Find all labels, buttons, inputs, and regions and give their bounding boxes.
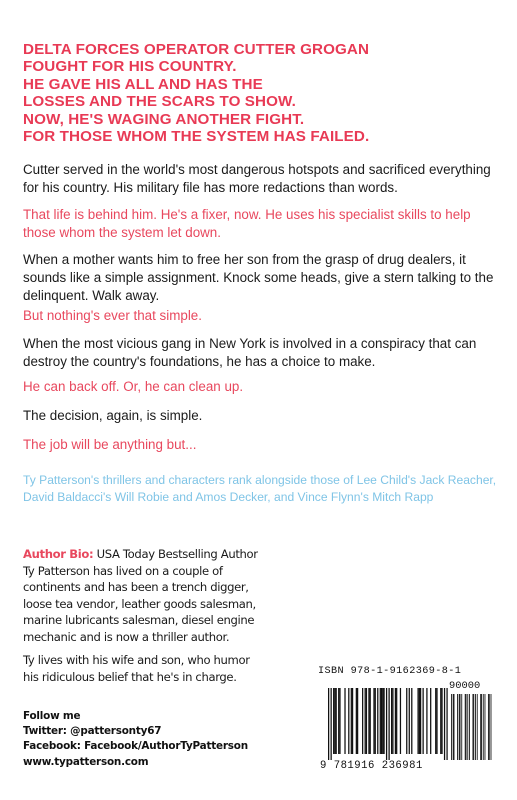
barcode-bar xyxy=(388,688,389,760)
addon-bar xyxy=(491,694,492,760)
barcode-bar xyxy=(426,688,427,754)
addon-bar xyxy=(460,694,461,760)
addon-bar xyxy=(473,694,474,760)
barcode-bar xyxy=(348,688,349,754)
isbn-text: ISBN 978-1-9162369-8-1 xyxy=(318,666,462,677)
author-bio-line: mechanic and is now a thriller author. xyxy=(23,629,230,644)
paragraph-not-simple: But nothing's ever that simple. xyxy=(23,308,202,323)
barcode-bar xyxy=(331,688,332,760)
author-bio xyxy=(23,546,315,645)
barcode-bar xyxy=(400,688,401,754)
addon-bar xyxy=(483,694,484,760)
barcode-bar xyxy=(440,688,441,754)
author-bio-line: marine lubricants salesman, diesel engine xyxy=(23,613,255,627)
author-bio-line: loose tea vendor, leather goods salesman, xyxy=(23,596,256,611)
headline-line: FOR THOSE WHOM THE SYSTEM HAS FAILED. xyxy=(23,128,370,146)
barcode-bar xyxy=(386,688,387,760)
addon-bar xyxy=(453,694,454,760)
barcode-bar xyxy=(423,688,424,754)
paragraph-back-off: He can back off. Or, he can clean up. xyxy=(23,379,244,394)
addon-bar xyxy=(461,694,462,760)
barcode-bar xyxy=(370,688,371,754)
barcode-bar xyxy=(334,688,335,754)
barcode-bar xyxy=(339,688,340,754)
barcode-bar xyxy=(392,688,393,754)
barcode-bar xyxy=(444,688,445,760)
barcode-bar xyxy=(366,688,367,754)
author-family-line: his ridiculous belief that he's in charge. xyxy=(23,669,237,684)
barcode-bar xyxy=(336,688,337,754)
author-comparison-blurb: Ty Patterson's thrillers and characters rank alongside those of Lee Child's Jack Reacher, David Baldacci's Will Robie and Amos Decker, and Vince Flynn's Mitch Rapp xyxy=(23,473,497,504)
twitter-handle: Twitter: @pattersonty67 xyxy=(23,725,162,738)
barcode-bar xyxy=(380,688,381,754)
barcode-bar xyxy=(368,688,369,754)
paragraph-mother: When a mother wants him to free her son from the grasp of drug dealers, it sounds like a simple assignment. Knock some heads, give a stern talking to the delinquent. Walk away. xyxy=(23,252,494,303)
barcode-bar xyxy=(351,688,352,754)
addon-bar xyxy=(477,694,478,760)
barcode-bar xyxy=(365,688,366,754)
addon-bar xyxy=(469,694,470,760)
addon-bar xyxy=(457,694,458,760)
barcode-bar xyxy=(420,688,421,754)
contact-info xyxy=(23,709,313,770)
addon-bar xyxy=(481,694,482,760)
headline-line: NOW, HE'S WAGING ANOTHER FIGHT. xyxy=(23,110,305,128)
barcode-bar xyxy=(357,688,358,754)
addon-bar xyxy=(467,694,468,760)
addon-bar xyxy=(480,694,481,760)
barcode-bar xyxy=(362,688,363,754)
barcode-bar xyxy=(328,688,329,760)
paragraph-fixer: That life is behind him. He's a fixer, now. He uses his specialist skills to help those whom the system let down. xyxy=(23,207,471,240)
barcode-bar xyxy=(446,688,447,760)
author-bio-line: continents and has been a trench digger, xyxy=(23,580,249,594)
paragraph-decision: The decision, again, is simple. xyxy=(23,408,203,423)
addon-bar xyxy=(488,694,489,760)
barcode-bar xyxy=(391,688,392,754)
barcode-bar xyxy=(430,688,431,754)
author-family-line: Ty lives with his wife and son, who humor xyxy=(23,653,250,667)
paragraph-military: Cutter served in the world's most dangerous hotspots and sacrificed everything for his country. His military file has more redactions than words. xyxy=(23,162,491,195)
author-bio-line: Ty Patterson has lived on a couple of xyxy=(23,563,223,578)
barcode-bar xyxy=(375,688,376,754)
barcode-bar xyxy=(409,688,410,754)
addon-bar xyxy=(454,694,455,760)
barcode-bar xyxy=(411,688,412,754)
headline-line: LOSSES AND THE SCARS TO SHOW. xyxy=(23,93,296,111)
barcode-bar xyxy=(344,688,345,754)
barcode-bars xyxy=(318,679,496,765)
headline xyxy=(23,41,503,145)
barcode-bar xyxy=(395,688,396,754)
barcode-bar xyxy=(396,688,397,754)
facebook-page: Facebook: Facebook/AuthorTyPatterson xyxy=(23,740,248,753)
author-bio-line: USA Today Bestselling Author xyxy=(93,547,258,561)
addon-bar xyxy=(475,694,476,760)
barcode-bar xyxy=(356,688,357,754)
paragraph-job: The job will be anything but... xyxy=(23,437,197,452)
barcode-bar xyxy=(352,688,353,754)
addon-bar xyxy=(473,694,474,760)
barcode-bar xyxy=(373,688,374,754)
addon-bar xyxy=(466,694,467,760)
barcode-bar xyxy=(381,688,382,754)
barcode-bar xyxy=(406,688,407,754)
barcode-bar xyxy=(383,688,384,754)
follow-label: Follow me xyxy=(23,710,81,722)
barcode-bar xyxy=(333,688,334,754)
author-family xyxy=(23,652,315,685)
barcode-bar xyxy=(338,688,339,754)
barcode-bar xyxy=(436,688,437,754)
addon-bar xyxy=(465,694,466,760)
paragraph-gang: When the most vicious gang in New York is involved in a conspiracy that can destroy the country's foundations, he has a choice to make. xyxy=(23,336,477,369)
barcode-bar xyxy=(382,688,383,754)
addon-bar xyxy=(451,694,452,760)
headline-line: HE GAVE HIS ALL AND HAS THE xyxy=(23,75,263,93)
headline-line: DELTA FORCES OPERATOR CUTTER GROGAN xyxy=(23,41,370,58)
barcode-bar xyxy=(417,688,418,754)
barcode-bar xyxy=(435,688,436,754)
addon-bar xyxy=(485,694,486,760)
addon-bar xyxy=(489,694,490,760)
barcode-bar xyxy=(441,688,442,754)
headline-line: FOUGHT FOR HIS COUNTRY. xyxy=(23,58,237,76)
addon-bar xyxy=(459,694,460,760)
author-bio-label: Author Bio: xyxy=(23,547,94,561)
barcode-bar xyxy=(419,688,420,754)
website-link: www.typatterson.com xyxy=(23,755,149,768)
barcode-number: 9 781916 236981 xyxy=(320,760,423,772)
isbn-barcode xyxy=(318,666,496,780)
price-code: 90000 xyxy=(449,680,481,692)
barcode-bar xyxy=(377,688,378,754)
